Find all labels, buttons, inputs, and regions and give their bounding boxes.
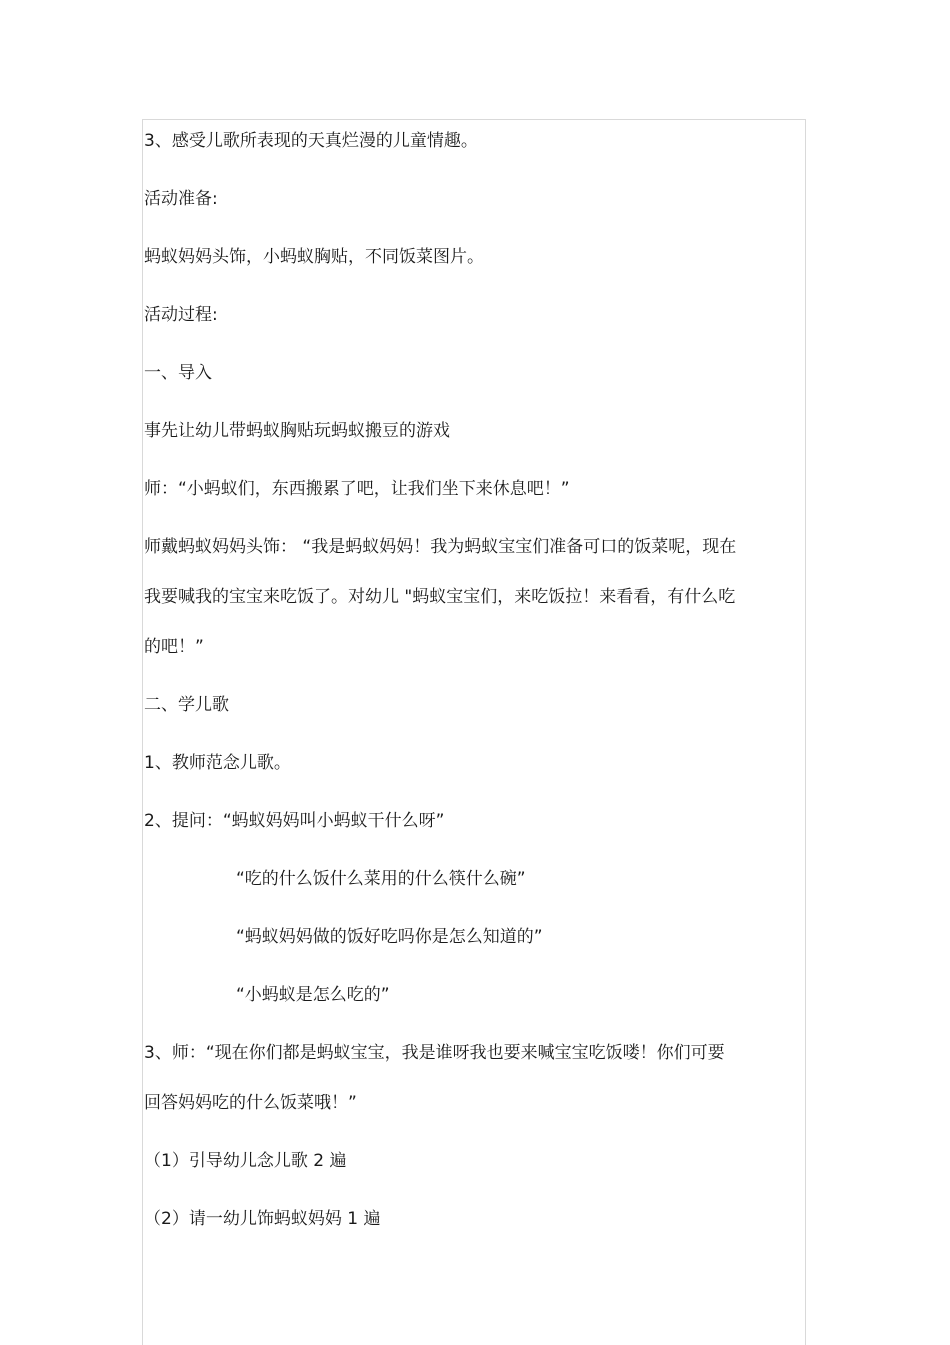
teacher-quote-2-line-3: 的吧！”: [144, 637, 204, 657]
teacher-quote-2-line-2: 我要喊我的宝宝来吃饭了。对幼儿 "蚂蚁宝宝们，来吃饭拉！来看看，有什么吃: [144, 587, 736, 607]
step-2-item-3-line-2: 回答妈妈吃的什么饭菜哦！”: [144, 1093, 357, 1113]
step-1-paragraph: 事先让幼儿带蚂蚁胸贴玩蚂蚁搬豆的游戏: [144, 421, 450, 441]
step-2-heading: 二、学儿歌: [144, 695, 229, 715]
step-2-item-1: 1、教师范念儿歌。: [144, 753, 291, 773]
question-2: “吃的什么饭什么菜用的什么筷什么碗”: [236, 869, 526, 889]
goal-3: 3、感受儿歌所表现的天真烂漫的儿童情趣。: [144, 131, 478, 151]
step-2-item-2: 2、提问：“蚂蚁妈妈叫小蚂蚁干什么呀”: [144, 811, 445, 831]
section-preparation-heading: 活动准备:: [144, 189, 218, 209]
section-process-heading: 活动过程:: [144, 305, 218, 325]
question-4: “小蚂蚁是怎么吃的”: [236, 985, 390, 1005]
teacher-quote-2-line-1: 师戴蚂蚁妈妈头饰： “我是蚂蚁妈妈！我为蚂蚁宝宝们准备可口的饭菜呢，现在: [144, 537, 737, 557]
sub-item-1: （1）引导幼儿念儿歌 2 遍: [144, 1151, 347, 1171]
teacher-quote-1: 师：“小蚂蚁们，东西搬累了吧，让我们坐下来休息吧！”: [144, 479, 570, 499]
preparation-materials: 蚂蚁妈妈头饰，小蚂蚁胸贴，不同饭菜图片。: [144, 247, 484, 267]
step-1-heading: 一、导入: [144, 363, 212, 383]
step-2-item-3-line-1: 3、师：“现在你们都是蚂蚁宝宝，我是谁呀我也要来喊宝宝吃饭喽！你们可要: [144, 1043, 725, 1063]
sub-item-2: （2）请一幼儿饰蚂蚁妈妈 1 遍: [144, 1209, 381, 1229]
question-3: “蚂蚁妈妈做的饭好吃吗你是怎么知道的”: [236, 927, 543, 947]
